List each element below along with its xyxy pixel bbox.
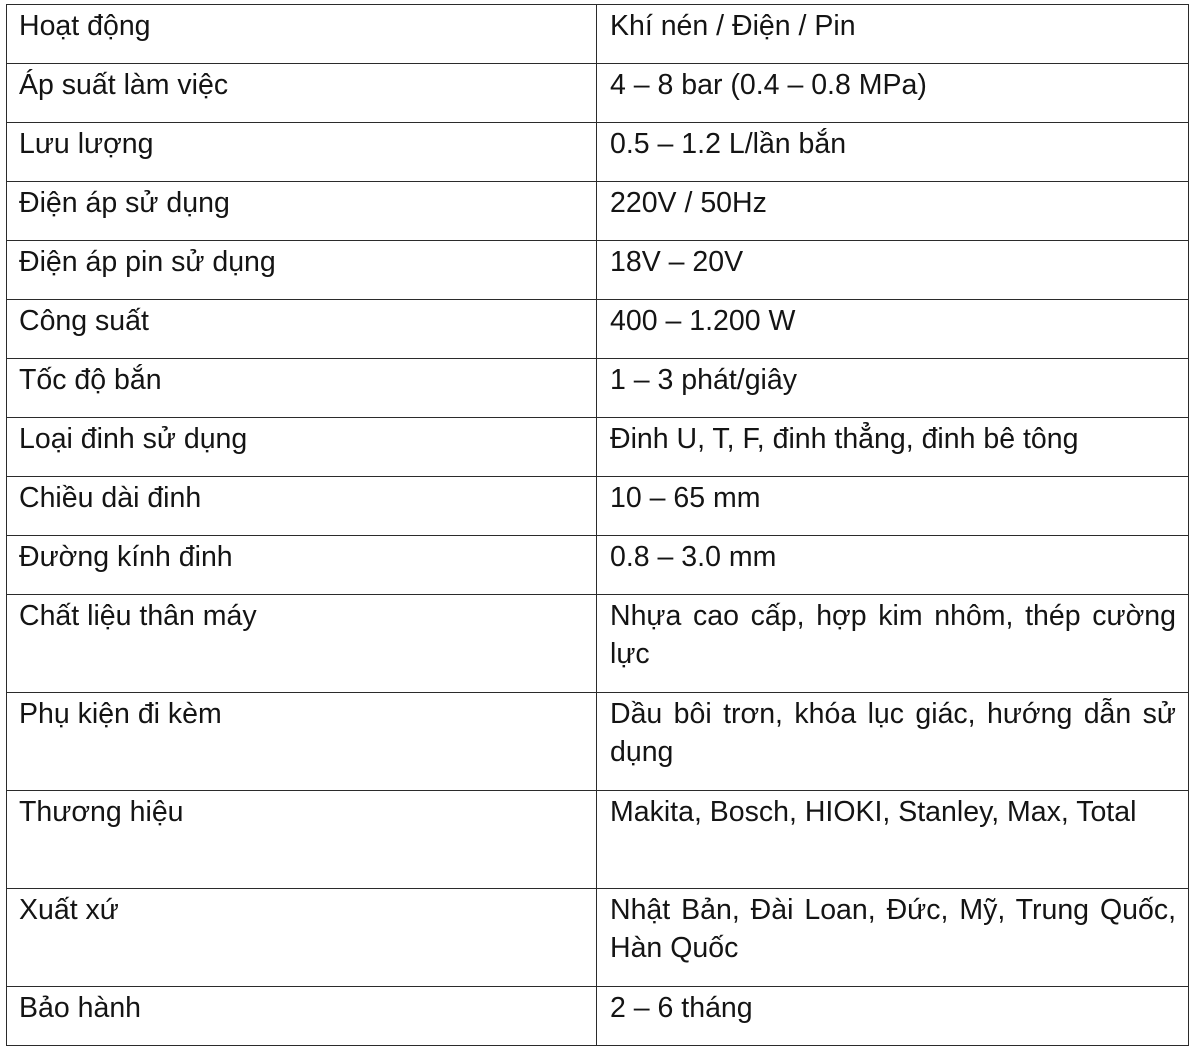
- spec-value: 2 – 6 tháng: [597, 987, 1189, 1046]
- table-row: [7, 5, 1189, 64]
- spec-label: Chiều dài đinh: [7, 477, 597, 536]
- spec-label: Đường kính đinh: [7, 536, 597, 595]
- table-row: [7, 418, 1189, 477]
- table-row: [7, 182, 1189, 241]
- spec-value: 0.5 – 1.2 L/lần bắn: [597, 123, 1189, 182]
- spec-label: Điện áp sử dụng: [7, 182, 597, 241]
- table-row: [7, 123, 1189, 182]
- spec-label: Hoạt động: [7, 5, 597, 64]
- spec-label: Bảo hành: [7, 987, 597, 1046]
- spec-value: Đinh U, T, F, đinh thẳng, đinh bê tông: [597, 418, 1189, 477]
- spec-label: Xuất xứ: [7, 889, 597, 987]
- table-row: [7, 536, 1189, 595]
- spec-label: Thương hiệu: [7, 791, 597, 889]
- spec-label: Loại đinh sử dụng: [7, 418, 597, 477]
- spec-label: Điện áp pin sử dụng: [7, 241, 597, 300]
- table-row: [7, 241, 1189, 300]
- spec-value: 10 – 65 mm: [597, 477, 1189, 536]
- spec-value: 18V – 20V: [597, 241, 1189, 300]
- table-row: [7, 693, 1189, 791]
- table-row: [7, 300, 1189, 359]
- table-row: [7, 359, 1189, 418]
- table-row: [7, 791, 1189, 889]
- table-row: [7, 595, 1189, 693]
- spec-value: 1 – 3 phát/giây: [597, 359, 1189, 418]
- table-row: [7, 477, 1189, 536]
- spec-label: Lưu lượng: [7, 123, 597, 182]
- spec-value: 220V / 50Hz: [597, 182, 1189, 241]
- spec-value: Dầu bôi trơn, khóa lục giác, hướng dẫn sử dụng: [597, 693, 1189, 791]
- spec-value: Nhựa cao cấp, hợp kim nhôm, thép cường lực: [597, 595, 1189, 693]
- spec-value: Nhật Bản, Đài Loan, Đức, Mỹ, Trung Quốc, Hàn Quốc: [597, 889, 1189, 987]
- spec-label: Áp suất làm việc: [7, 64, 597, 123]
- spec-label: Phụ kiện đi kèm: [7, 693, 597, 791]
- table-row: [7, 987, 1189, 1046]
- table-row: [7, 64, 1189, 123]
- spec-label: Công suất: [7, 300, 597, 359]
- spec-value: Khí nén / Điện / Pin: [597, 5, 1189, 64]
- spec-label: Tốc độ bắn: [7, 359, 597, 418]
- specification-table: [6, 4, 1189, 1046]
- spec-value: 4 – 8 bar (0.4 – 0.8 MPa): [597, 64, 1189, 123]
- spec-value: 400 – 1.200 W: [597, 300, 1189, 359]
- spec-value: Makita, Bosch, HIOKI, Stanley, Max, Total: [597, 791, 1189, 889]
- table-row: [7, 889, 1189, 987]
- spec-value: 0.8 – 3.0 mm: [597, 536, 1189, 595]
- spec-label: Chất liệu thân máy: [7, 595, 597, 693]
